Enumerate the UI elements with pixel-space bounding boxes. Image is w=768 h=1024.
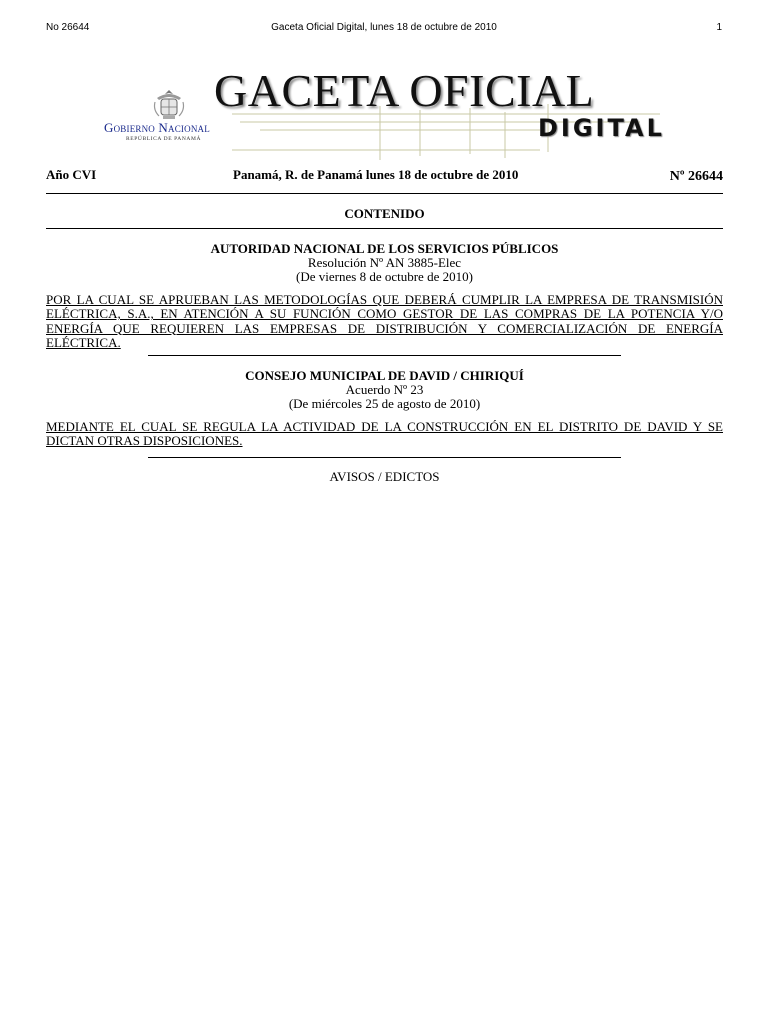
- entry-date: (De miércoles 25 de agosto de 2010): [288, 396, 481, 411]
- entry-separator: [148, 355, 621, 356]
- entry-authority: CONSEJO MUNICIPAL DE DAVID / CHIRIQUÍ: [245, 368, 524, 383]
- masthead: [0, 60, 768, 170]
- divider: [46, 193, 723, 194]
- divider: [46, 228, 723, 229]
- logo-subtitle: REPÚBLICA DE PANAMÁ: [126, 136, 202, 142]
- avisos-edictos-link[interactable]: AVISOS / EDICTOS: [329, 469, 440, 484]
- issue-year: Año CVI: [46, 167, 97, 182]
- publication-title: GACETA OFICIAL: [214, 65, 595, 116]
- entry-authority: AUTORIDAD NACIONAL DE LOS SERVICIOS PÚBLICOS: [210, 241, 559, 256]
- entry-separator: [148, 457, 621, 458]
- running-header: [0, 22, 768, 36]
- entry-instrument: Acuerdo Nº 23: [345, 382, 424, 397]
- entry-instrument: Resolución Nº AN 3885-Elec: [307, 255, 462, 270]
- publication-subtitle: DIGITAL: [538, 114, 665, 142]
- contents-heading: CONTENIDO: [344, 206, 425, 221]
- entry-summary-link[interactable]: POR LA CUAL SE APRUEBAN LAS METODOLOGÍAS QUE DEBERÁ CUMPLIR LA EMPRESA DE TRANSMISIÓN ELÉCTRICA, S.A., EN ATENCIÓN A SU FUNCIÓN COMO GESTOR DE LAS COMPRAS DE LA POTENCIA Y/O ENERGÍA QUE REQUIEREN LAS EMPRESAS DE DISTRIBUCIÓN Y COMERCIALIZACIÓN DE ENERGÍA ELÉCTRICA.: [46, 292, 723, 350]
- entry-date: (De viernes 8 de octubre de 2010): [296, 269, 473, 284]
- coat-of-arms-icon: [149, 88, 189, 122]
- header-page-number: 1: [716, 22, 722, 33]
- issue-number: Nº 26644: [669, 169, 723, 184]
- header-issue-number: No 26644: [46, 22, 90, 33]
- issue-place-date: Panamá, R. de Panamá lunes 18 de octubre de 2010: [233, 167, 519, 182]
- entry-summary-link[interactable]: MEDIANTE EL CUAL SE REGULA LA ACTIVIDAD DE LA CONSTRUCCIÓN EN EL DISTRITO DE DAVID Y SE DICTAN OTRAS DISPOSICIONES.: [46, 419, 723, 449]
- logo-name: Gobierno Nacional: [104, 120, 210, 135]
- header-publication-date: Gaceta Oficial Digital, lunes 18 de octubre de 2010: [271, 22, 497, 33]
- issue-info: [46, 167, 723, 187]
